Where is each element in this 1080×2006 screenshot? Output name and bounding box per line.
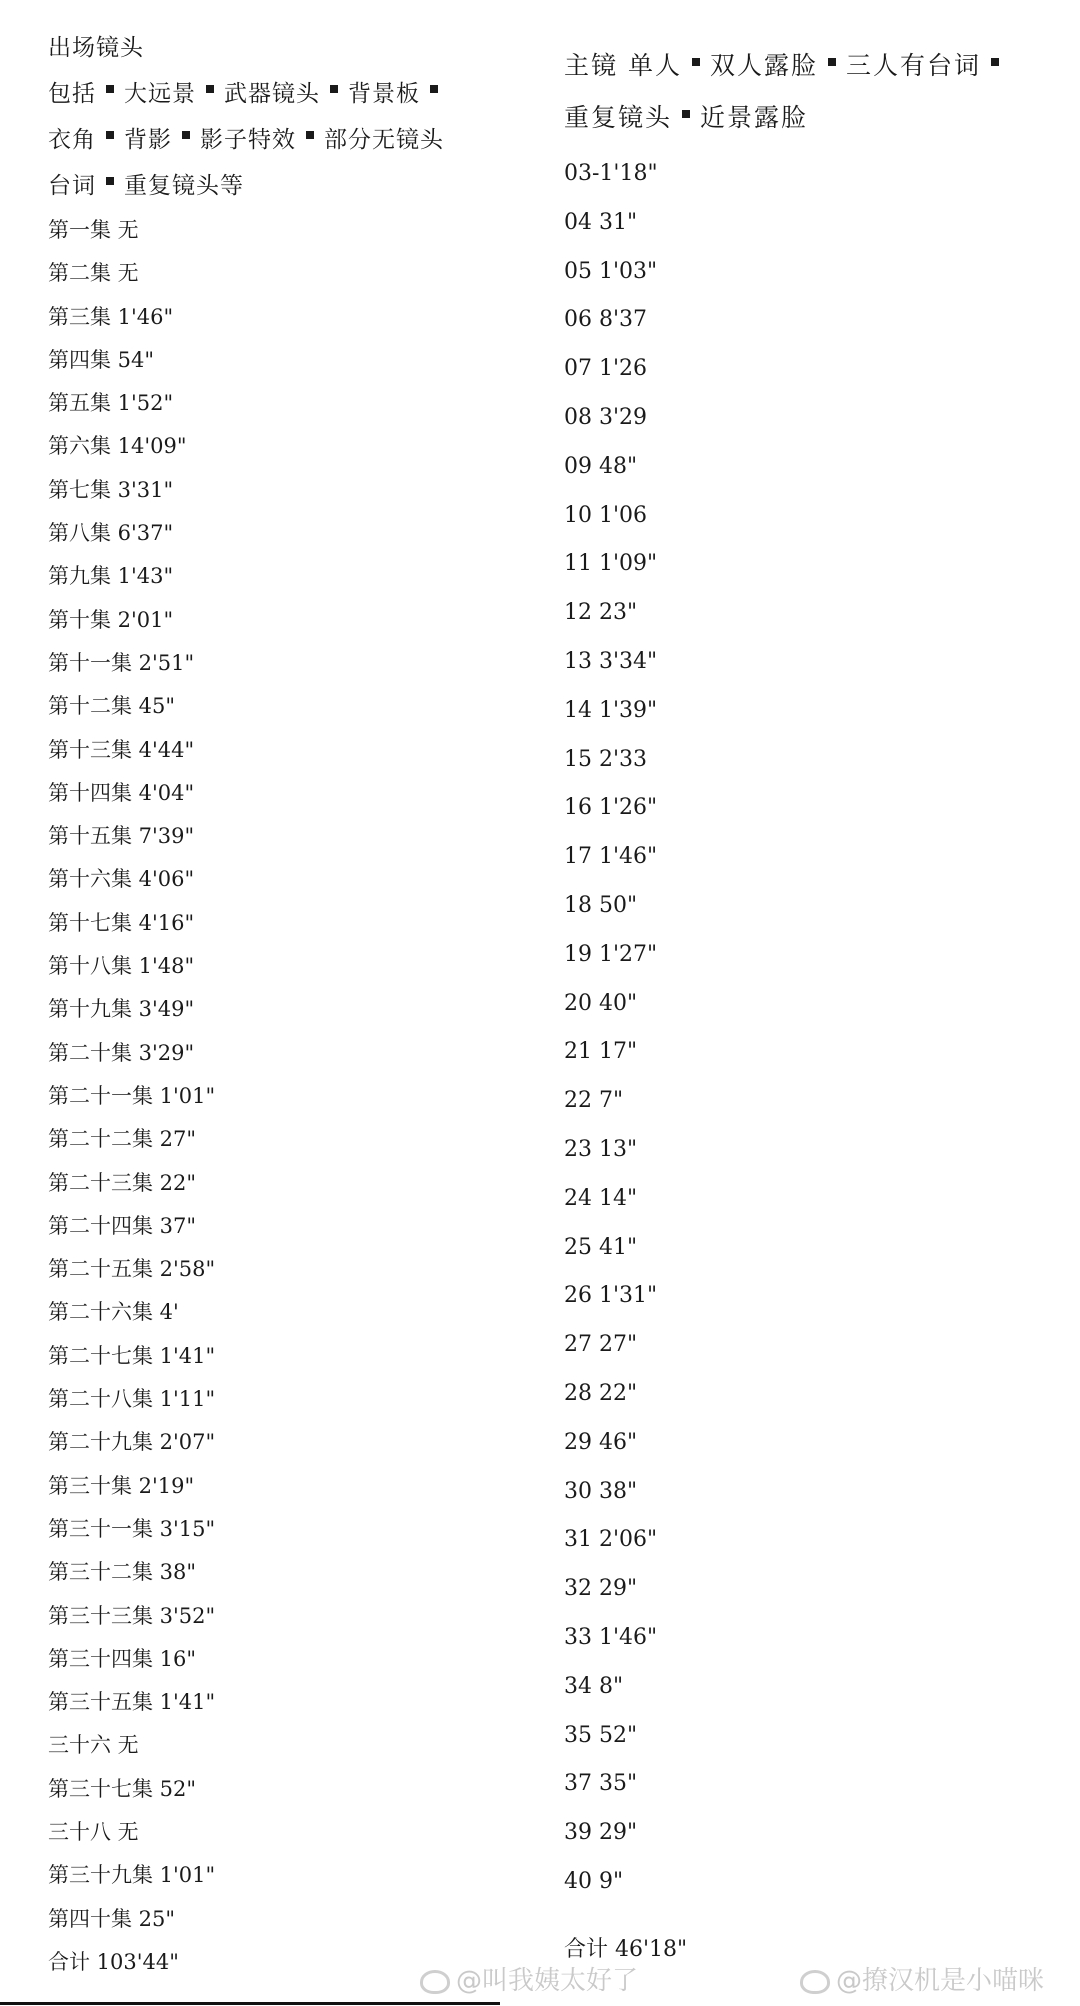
header-term: 背影 bbox=[124, 127, 172, 153]
episode-row: 第五集 1'52" bbox=[48, 391, 174, 416]
episode-row: 第十三集 4'44" bbox=[48, 737, 195, 762]
episode-row: 第一集 无 bbox=[48, 218, 139, 242]
header-line bbox=[48, 163, 548, 209]
right-total: 合计 46'18" bbox=[564, 1937, 688, 1962]
header-line bbox=[564, 40, 1064, 92]
episode-row: 第六集 14'09" bbox=[48, 434, 187, 459]
square-bullet-icon bbox=[330, 85, 338, 93]
weibo-logo-icon bbox=[800, 1970, 830, 1994]
episode-row: 第三十九集 1'01" bbox=[48, 1863, 216, 1888]
episode-row: 09 48" bbox=[564, 453, 638, 479]
episode-row: 第十集 2'01" bbox=[48, 607, 174, 632]
episode-row: 第三集 1'46" bbox=[48, 304, 174, 329]
header-term: 部分无镜头 bbox=[324, 127, 444, 153]
watermark-2 bbox=[800, 1960, 1044, 1997]
episode-row: 第十四集 4'04" bbox=[48, 780, 195, 805]
episode-row: 13 3'34" bbox=[564, 648, 658, 674]
header-term: 衣角 bbox=[48, 127, 96, 153]
episode-row: 第二十七集 1'41" bbox=[48, 1343, 216, 1368]
left-episode-list bbox=[48, 209, 548, 1941]
header-term: 背景板 bbox=[348, 81, 420, 107]
episode-row: 35 52" bbox=[564, 1722, 638, 1748]
square-bullet-icon bbox=[430, 85, 438, 93]
episode-row: 29 46" bbox=[564, 1429, 638, 1455]
episode-row: 34 8" bbox=[564, 1673, 624, 1699]
episode-row: 17 1'46" bbox=[564, 844, 658, 870]
episode-row: 第二十五集 2'58" bbox=[48, 1257, 216, 1282]
episode-row: 25 41" bbox=[564, 1234, 638, 1260]
episode-row: 08 3'29 bbox=[564, 404, 648, 430]
episode-row: 04 31" bbox=[564, 209, 638, 235]
watermark-text: @叫我姨太好了 bbox=[456, 1966, 639, 1996]
episode-row: 三十六 无 bbox=[48, 1733, 139, 1758]
header-term: 近景露脸 bbox=[700, 103, 809, 132]
episode-row: 三十八 无 bbox=[48, 1819, 139, 1844]
episode-row: 第十七集 4'16" bbox=[48, 910, 195, 935]
episode-row: 14 1'39" bbox=[564, 697, 658, 723]
episode-row: 28 22" bbox=[564, 1380, 638, 1406]
episode-row: 第二集 无 bbox=[48, 261, 139, 286]
square-bullet-icon bbox=[106, 177, 114, 185]
episode-row: 第十五集 7'39" bbox=[48, 824, 195, 849]
episode-row: 27 27" bbox=[564, 1332, 638, 1358]
weibo-logo-icon bbox=[420, 1970, 450, 1994]
episode-row: 第四十集 25" bbox=[48, 1906, 176, 1931]
left-column bbox=[48, 25, 548, 1984]
episode-row: 31 2'06" bbox=[564, 1527, 658, 1553]
episode-row: 20 40" bbox=[564, 990, 638, 1016]
episode-row: 第三十七集 52" bbox=[48, 1776, 197, 1801]
episode-row: 12 23" bbox=[564, 600, 638, 626]
episode-row: 18 50" bbox=[564, 892, 638, 918]
header-term: 出场镜头 bbox=[48, 35, 144, 61]
square-bullet-icon bbox=[106, 85, 114, 93]
header-term: 三人有台词 bbox=[845, 51, 981, 80]
square-bullet-icon bbox=[828, 58, 836, 66]
episode-row: 10 1'06 bbox=[564, 502, 648, 528]
episode-row: 第三十集 2'19" bbox=[48, 1473, 195, 1498]
square-bullet-icon bbox=[106, 131, 114, 139]
episode-row: 第三十五集 1'41" bbox=[48, 1690, 216, 1715]
episode-row: 第七集 3'31" bbox=[48, 477, 174, 502]
episode-row: 第二十四集 37" bbox=[48, 1213, 197, 1238]
episode-row: 第十二集 45" bbox=[48, 694, 176, 719]
episode-row: 22 7" bbox=[564, 1088, 624, 1114]
header-term: 大远景 bbox=[124, 81, 196, 107]
left-header bbox=[48, 25, 548, 209]
episode-row: 第三十三集 3'52" bbox=[48, 1603, 216, 1628]
episode-row: 第十九集 3'49" bbox=[48, 997, 195, 1022]
episode-row: 第二十八集 1'11" bbox=[48, 1387, 216, 1412]
episode-row: 16 1'26" bbox=[564, 795, 658, 821]
header-term: 重复镜头 bbox=[564, 103, 673, 132]
episode-row: 第二十集 3'29" bbox=[48, 1040, 195, 1065]
right-episode-list bbox=[564, 150, 1064, 1907]
square-bullet-icon bbox=[206, 85, 214, 93]
episode-row: 21 17" bbox=[564, 1039, 638, 1065]
episode-row: 24 14" bbox=[564, 1185, 638, 1211]
episode-row: 40 9" bbox=[564, 1868, 624, 1894]
episode-row: 03-1'18" bbox=[564, 161, 658, 186]
right-column bbox=[564, 40, 1064, 1907]
header-line bbox=[48, 71, 548, 117]
header-line bbox=[564, 92, 1064, 144]
header-term: 台词 bbox=[48, 173, 96, 199]
episode-row: 23 13" bbox=[564, 1136, 638, 1162]
episode-row: 37 35" bbox=[564, 1771, 638, 1797]
header-term: 影子特效 bbox=[200, 127, 296, 153]
header-term: 主镜 单人 bbox=[564, 51, 682, 80]
episode-row: 07 1'26 bbox=[564, 356, 648, 382]
episode-row: 第二十一集 1'01" bbox=[48, 1083, 216, 1108]
episode-row: 第十六集 4'06" bbox=[48, 867, 195, 892]
left-total: 合计 103'44" bbox=[48, 1949, 179, 1974]
right-header bbox=[564, 40, 1064, 144]
episode-row: 第十一集 2'51" bbox=[48, 650, 195, 675]
episode-row: 第二十三集 22" bbox=[48, 1170, 197, 1195]
header-term: 双人露脸 bbox=[709, 51, 818, 80]
episode-row: 39 29" bbox=[564, 1820, 638, 1846]
header-line bbox=[48, 117, 548, 163]
episode-row: 32 29" bbox=[564, 1576, 638, 1602]
header-line bbox=[48, 25, 548, 71]
square-bullet-icon bbox=[306, 131, 314, 139]
episode-row: 第二十六集 4' bbox=[48, 1300, 179, 1325]
watermark-1 bbox=[420, 1960, 638, 1997]
episode-row: 33 1'46" bbox=[564, 1624, 658, 1650]
episode-row: 15 2'33 bbox=[564, 746, 648, 772]
header-term: 重复镜头等 bbox=[124, 173, 244, 199]
square-bullet-icon bbox=[682, 110, 690, 118]
episode-row: 第三十一集 3'15" bbox=[48, 1516, 216, 1541]
episode-row: 05 1'03" bbox=[564, 258, 658, 284]
episode-row: 第八集 6'37" bbox=[48, 521, 174, 546]
episode-row: 第三十二集 38" bbox=[48, 1560, 197, 1585]
square-bullet-icon bbox=[991, 58, 999, 66]
square-bullet-icon bbox=[182, 131, 190, 139]
episode-row: 11 1'09" bbox=[564, 551, 658, 577]
watermark-text: @撩汉机是小喵咪 bbox=[836, 1966, 1045, 1996]
episode-row: 30 38" bbox=[564, 1478, 638, 1504]
header-term: 武器镜头 bbox=[224, 81, 320, 107]
episode-row: 19 1'27" bbox=[564, 941, 658, 967]
episode-row: 第四集 54" bbox=[48, 347, 155, 372]
episode-row: 第十八集 1'48" bbox=[48, 954, 195, 979]
header-term: 包括 bbox=[48, 81, 96, 107]
episode-row: 第二十九集 2'07" bbox=[48, 1430, 216, 1455]
square-bullet-icon bbox=[692, 58, 700, 66]
bottom-divider bbox=[0, 2002, 500, 2005]
episode-row: 第二十二集 27" bbox=[48, 1127, 197, 1152]
episode-row: 26 1'31" bbox=[564, 1283, 658, 1309]
episode-row: 第九集 1'43" bbox=[48, 564, 174, 589]
episode-row: 第三十四集 16" bbox=[48, 1646, 197, 1671]
episode-row: 06 8'37 bbox=[564, 307, 648, 333]
